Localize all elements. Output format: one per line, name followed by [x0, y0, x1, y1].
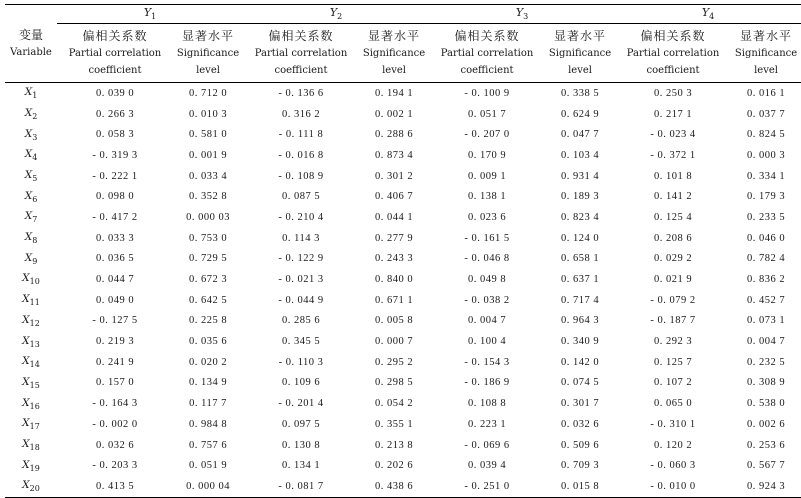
variable-cell: $X_{15}$ [22, 375, 40, 391]
partial-corr-cell: 0. 109 6 [281, 377, 321, 389]
partial-corr-cell: - 0. 210 4 [278, 211, 324, 223]
significance-cell: 0. 142 0 [560, 356, 600, 368]
partial-corr-cell: - 0. 154 3 [464, 356, 510, 368]
group-header-y2: $Y_2$ [243, 5, 429, 24]
significance-cell: 0. 044 1 [374, 211, 414, 223]
variable-cell: $X_3$ [24, 127, 38, 142]
variable-header [5, 5, 57, 83]
significance-header: 显著水平 Significance level [731, 24, 801, 83]
partial-corr-cell: 0. 208 6 [653, 232, 693, 244]
significance-cell: 0. 004 7 [746, 336, 786, 348]
partial-corr-cell: - 0. 417 2 [92, 211, 138, 223]
significance-header: 显著水平 Significance level [545, 24, 615, 83]
significance-cell: 0. 671 1 [374, 294, 414, 306]
significance-cell: 0. 002 1 [374, 108, 414, 120]
significance-cell: 0. 538 0 [746, 398, 786, 410]
variable-header-zh: 变量 [18, 27, 43, 42]
partial-corr-cell: - 0. 201 4 [278, 398, 324, 410]
significance-cell: 0. 073 1 [746, 315, 786, 327]
partial-corr-cell: - 0. 021 3 [278, 274, 324, 286]
partial-corr-cell: 0. 049 8 [467, 274, 507, 286]
significance-cell: 0. 035 6 [188, 336, 228, 348]
variable-cell: $X_2$ [24, 106, 38, 122]
significance-cell: 0. 836 2 [746, 274, 786, 286]
significance-cell: 0. 051 9 [188, 460, 228, 472]
significance-cell: 0. 179 3 [746, 191, 786, 203]
variable-cell: $X_{17}$ [22, 417, 40, 432]
partial-corr-cell: - 0. 044 9 [278, 294, 324, 306]
significance-cell: 0. 824 5 [746, 129, 786, 141]
partial-corr-cell: - 0. 111 8 [278, 129, 324, 141]
partial-corr-cell: 0. 134 1 [281, 460, 321, 472]
significance-cell: 0. 037 7 [746, 108, 786, 120]
table-row [5, 435, 801, 456]
partial-corr-cell: 0. 114 3 [282, 232, 320, 244]
partial-corr-cell: 0. 170 9 [467, 149, 507, 161]
partial-corr-cell: 0. 345 5 [281, 336, 321, 348]
significance-cell: 0. 581 0 [188, 129, 228, 141]
partial-corr-cell: - 0. 164 3 [92, 398, 138, 410]
partial-corr-cell: - 0. 023 4 [650, 129, 696, 141]
partial-corr-header: 偏相关系数 Partial correlation coefficient [615, 24, 731, 83]
significance-cell: 0. 298 5 [374, 377, 414, 389]
significance-cell: 0. 103 4 [560, 149, 600, 161]
significance-cell: 0. 202 6 [374, 460, 414, 472]
table-body [5, 83, 801, 498]
partial-corr-cell: 0. 039 4 [467, 460, 507, 472]
partial-corr-cell: 0. 223 1 [467, 418, 507, 430]
partial-corr-header: 偏相关系数 Partial correlation coefficient [243, 24, 359, 83]
table-row [5, 249, 801, 270]
group-header-y3: $Y_3$ [429, 5, 615, 24]
significance-cell: 0. 984 8 [188, 418, 228, 430]
variable-cell: $X_{20}$ [5, 476, 57, 497]
partial-corr-header: 偏相关系数 Partial correlation coefficient [57, 24, 173, 83]
partial-corr-cell: - 0. 136 6 [278, 87, 324, 99]
partial-corr-cell: 0. 100 4 [467, 336, 507, 348]
variable-cell: $X_{16}$ [22, 396, 40, 411]
significance-cell: 0. 194 1 [374, 87, 414, 99]
significance-cell: 0. 964 3 [560, 315, 600, 327]
partial-corr-cell: 0. 107 2 [653, 377, 693, 389]
partial-corr-cell: - 0. 081 7 [243, 476, 359, 497]
partial-corr-cell: 0. 266 3 [95, 108, 135, 120]
column-header-row [5, 24, 801, 83]
significance-cell: 0. 712 0 [188, 87, 228, 99]
table-row [5, 166, 801, 187]
significance-cell: 0. 277 9 [374, 232, 414, 244]
significance-cell: 0. 637 1 [560, 274, 600, 286]
partial-corr-cell: 0. 250 3 [653, 87, 693, 99]
significance-cell: 0. 672 3 [188, 274, 228, 286]
significance-cell: 0. 074 5 [560, 377, 600, 389]
table-row [5, 373, 801, 394]
partial-corr-cell: - 0. 127 5 [92, 315, 138, 327]
table-row [5, 124, 801, 145]
partial-corr-cell: 0. 098 0 [95, 191, 135, 203]
partial-corr-cell: 0. 087 5 [281, 191, 321, 203]
variable-cell: $X_{19}$ [22, 458, 40, 473]
variable-cell: $X_{13}$ [22, 334, 40, 349]
significance-cell: 0. 840 0 [374, 274, 414, 286]
partial-corr-cell: - 0. 069 6 [464, 439, 510, 451]
significance-cell: 0. 509 6 [560, 439, 600, 451]
variable-cell: $X_{10}$ [22, 272, 40, 287]
partial-corr-cell: 0. 065 0 [653, 398, 693, 410]
significance-cell: 0. 709 3 [560, 460, 600, 472]
table-row [5, 393, 801, 414]
variable-cell: $X_1$ [24, 86, 38, 101]
table-row [5, 269, 801, 290]
significance-cell: 0. 253 6 [746, 439, 786, 451]
significance-cell: 0. 355 1 [374, 418, 414, 430]
significance-cell: 0. 020 2 [188, 356, 228, 368]
partial-corr-cell: 0. 108 8 [467, 398, 507, 410]
significance-cell: 0. 016 1 [746, 87, 786, 99]
partial-corr-cell: 0. 157 0 [95, 377, 135, 389]
partial-corr-cell: 0. 004 7 [467, 315, 507, 327]
partial-corr-cell: 0. 032 6 [95, 439, 135, 451]
partial-corr-cell: - 0. 110 3 [278, 356, 324, 368]
significance-cell: 0. 340 9 [560, 336, 600, 348]
significance-cell: 0. 301 2 [374, 170, 414, 182]
variable-cell: $X_{18}$ [22, 437, 40, 453]
partial-corr-cell: - 0. 186 9 [464, 377, 510, 389]
variable-cell: $X_{11}$ [22, 293, 40, 308]
table-row [5, 311, 801, 332]
partial-corr-cell: 0. 141 2 [653, 191, 693, 203]
significance-cell: 0. 000 3 [746, 149, 786, 161]
table-row [5, 352, 801, 373]
partial-corr-cell: 0. 009 1 [467, 170, 507, 182]
table-row [5, 207, 801, 228]
partial-corr-cell: 0. 241 9 [95, 356, 135, 368]
variable-cell: $X_4$ [24, 148, 38, 163]
table-row [5, 476, 801, 497]
partial-corr-cell: 0. 125 4 [653, 211, 693, 223]
variable-cell: $X_{14}$ [22, 355, 40, 370]
partial-corr-cell: 0. 125 7 [653, 356, 693, 368]
partial-corr-cell: 0. 029 2 [653, 253, 693, 265]
variable-cell: $X_{12}$ [22, 313, 40, 328]
partial-corr-cell: - 0. 016 8 [278, 149, 324, 161]
partial-corr-cell: 0. 413 5 [57, 476, 173, 497]
significance-cell: 0. 567 7 [746, 460, 786, 472]
partial-corr-cell: - 0. 161 5 [464, 232, 510, 244]
partial-corr-cell: 0. 097 5 [281, 418, 321, 430]
group-header-y1: $Y_1$ [57, 5, 243, 24]
partial-corr-cell: 0. 044 7 [95, 274, 135, 286]
variable-cell: $X_6$ [24, 189, 38, 204]
significance-cell: 0. 338 5 [560, 87, 600, 99]
table-row [5, 331, 801, 352]
significance-cell: 0. 658 1 [560, 253, 600, 265]
table-row [5, 145, 801, 166]
table-row [5, 104, 801, 125]
significance-cell: 0. 624 9 [560, 108, 600, 120]
partial-corr-cell: 0. 316 2 [281, 108, 321, 120]
significance-cell: 0. 233 5 [746, 211, 786, 223]
partial-corr-cell: - 0. 046 8 [464, 253, 510, 265]
significance-cell: 0. 288 6 [374, 129, 414, 141]
partial-corr-cell: 0. 217 1 [653, 108, 693, 120]
variable-cell: $X_7$ [24, 210, 38, 225]
significance-cell: 0. 117 7 [189, 398, 227, 410]
variable-cell: $X_5$ [24, 169, 38, 184]
variable-cell: $X_8$ [24, 231, 38, 246]
significance-cell: 0. 015 8 [545, 476, 615, 497]
significance-cell: 0. 873 4 [374, 149, 414, 161]
partial-corr-cell: 0. 023 6 [467, 211, 507, 223]
group-header-row [5, 5, 801, 24]
partial-corr-cell: 0. 292 3 [653, 336, 693, 348]
significance-cell: 0. 243 3 [374, 253, 414, 265]
partial-corr-cell: - 0. 060 3 [650, 460, 696, 472]
partial-corr-cell: 0. 058 3 [95, 129, 135, 141]
significance-cell: 0. 046 0 [746, 232, 786, 244]
significance-cell: 0. 308 9 [746, 377, 786, 389]
partial-corr-cell: 0. 051 7 [467, 108, 507, 120]
significance-header: 显著水平 Significance level [359, 24, 429, 83]
partial-corr-cell: - 0. 372 1 [650, 149, 696, 161]
partial-corr-cell: 0. 049 0 [95, 294, 135, 306]
significance-cell: 0. 002 6 [746, 418, 786, 430]
significance-cell: 0. 010 3 [188, 108, 228, 120]
significance-cell: 0. 134 9 [188, 377, 228, 389]
significance-cell: 0. 047 7 [560, 129, 600, 141]
partial-corr-cell: 0. 138 1 [467, 191, 507, 203]
significance-cell: 0. 717 4 [560, 294, 600, 306]
significance-cell: 0. 782 4 [746, 253, 786, 265]
significance-cell: 0. 406 7 [374, 191, 414, 203]
partial-corr-cell: 0. 021 9 [653, 274, 693, 286]
partial-corr-cell: - 0. 079 2 [650, 294, 696, 306]
partial-corr-cell: - 0. 010 0 [615, 476, 731, 497]
significance-cell: 0. 054 2 [374, 398, 414, 410]
partial-corr-cell: 0. 219 3 [95, 336, 135, 348]
significance-cell: 0. 924 3 [731, 476, 801, 497]
variable-cell: $X_9$ [24, 251, 38, 266]
group-header-y4: $Y_4$ [615, 5, 801, 24]
partial-corr-cell: - 0. 319 3 [92, 149, 138, 161]
partial-corr-cell: 0. 039 0 [95, 87, 135, 99]
significance-cell: 0. 823 4 [560, 211, 600, 223]
significance-cell: 0. 295 2 [374, 356, 414, 368]
partial-corr-cell: - 0. 100 9 [464, 87, 510, 99]
significance-cell: 0. 334 1 [746, 170, 786, 182]
table-row [5, 186, 801, 207]
table-row [5, 290, 801, 311]
significance-cell: 0. 225 8 [188, 315, 228, 327]
significance-header: 显著水平 Significance level [173, 24, 243, 83]
partial-corr-cell: 0. 120 2 [653, 439, 693, 451]
significance-cell: 0. 032 6 [560, 418, 600, 430]
partial-corr-cell: 0. 285 6 [281, 315, 321, 327]
table-row [5, 414, 801, 435]
significance-cell: 0. 642 5 [188, 294, 228, 306]
partial-corr-cell: - 0. 038 2 [464, 294, 510, 306]
significance-cell: 0. 931 4 [560, 170, 600, 182]
significance-cell: 0. 232 5 [746, 356, 786, 368]
significance-cell: 0. 005 8 [374, 315, 414, 327]
significance-cell: 0. 033 4 [188, 170, 228, 182]
significance-cell: 0. 124 0 [560, 232, 600, 244]
significance-cell: 0. 189 3 [560, 191, 600, 203]
partial-corr-cell: - 0. 108 9 [278, 170, 324, 182]
significance-cell: 0. 000 04 [173, 476, 243, 497]
significance-cell: 0. 438 6 [359, 476, 429, 497]
significance-cell: 0. 000 03 [186, 211, 230, 223]
table-row [5, 455, 801, 476]
partial-corr-cell: - 0. 002 0 [92, 418, 138, 430]
significance-cell: 0. 452 7 [746, 294, 786, 306]
partial-corr-cell: 0. 101 8 [653, 170, 693, 182]
partial-corr-cell: - 0. 251 0 [429, 476, 545, 497]
partial-corr-cell: - 0. 203 3 [92, 460, 138, 472]
correlation-table [5, 4, 801, 498]
partial-corr-cell: - 0. 187 7 [650, 315, 696, 327]
partial-corr-cell: 0. 033 3 [95, 232, 135, 244]
table-row [5, 83, 801, 104]
partial-corr-cell: - 0. 122 9 [278, 253, 324, 265]
partial-corr-cell: - 0. 310 1 [650, 418, 696, 430]
partial-corr-cell: - 0. 222 1 [92, 170, 138, 182]
significance-cell: 0. 753 0 [188, 232, 228, 244]
partial-corr-cell: - 0. 207 0 [464, 129, 510, 141]
significance-cell: 0. 352 8 [188, 191, 228, 203]
significance-cell: 0. 729 5 [188, 253, 228, 265]
partial-corr-cell: 0. 036 5 [95, 253, 135, 265]
variable-header-en: Variable [10, 46, 52, 58]
table-row [5, 228, 801, 249]
partial-corr-cell: 0. 130 8 [281, 439, 321, 451]
significance-cell: 0. 757 6 [188, 439, 228, 451]
partial-corr-header: 偏相关系数 Partial correlation coefficient [429, 24, 545, 83]
significance-cell: 0. 000 7 [374, 336, 414, 348]
significance-cell: 0. 001 9 [188, 149, 228, 161]
significance-cell: 0. 213 8 [374, 439, 414, 451]
significance-cell: 0. 301 7 [560, 398, 600, 410]
